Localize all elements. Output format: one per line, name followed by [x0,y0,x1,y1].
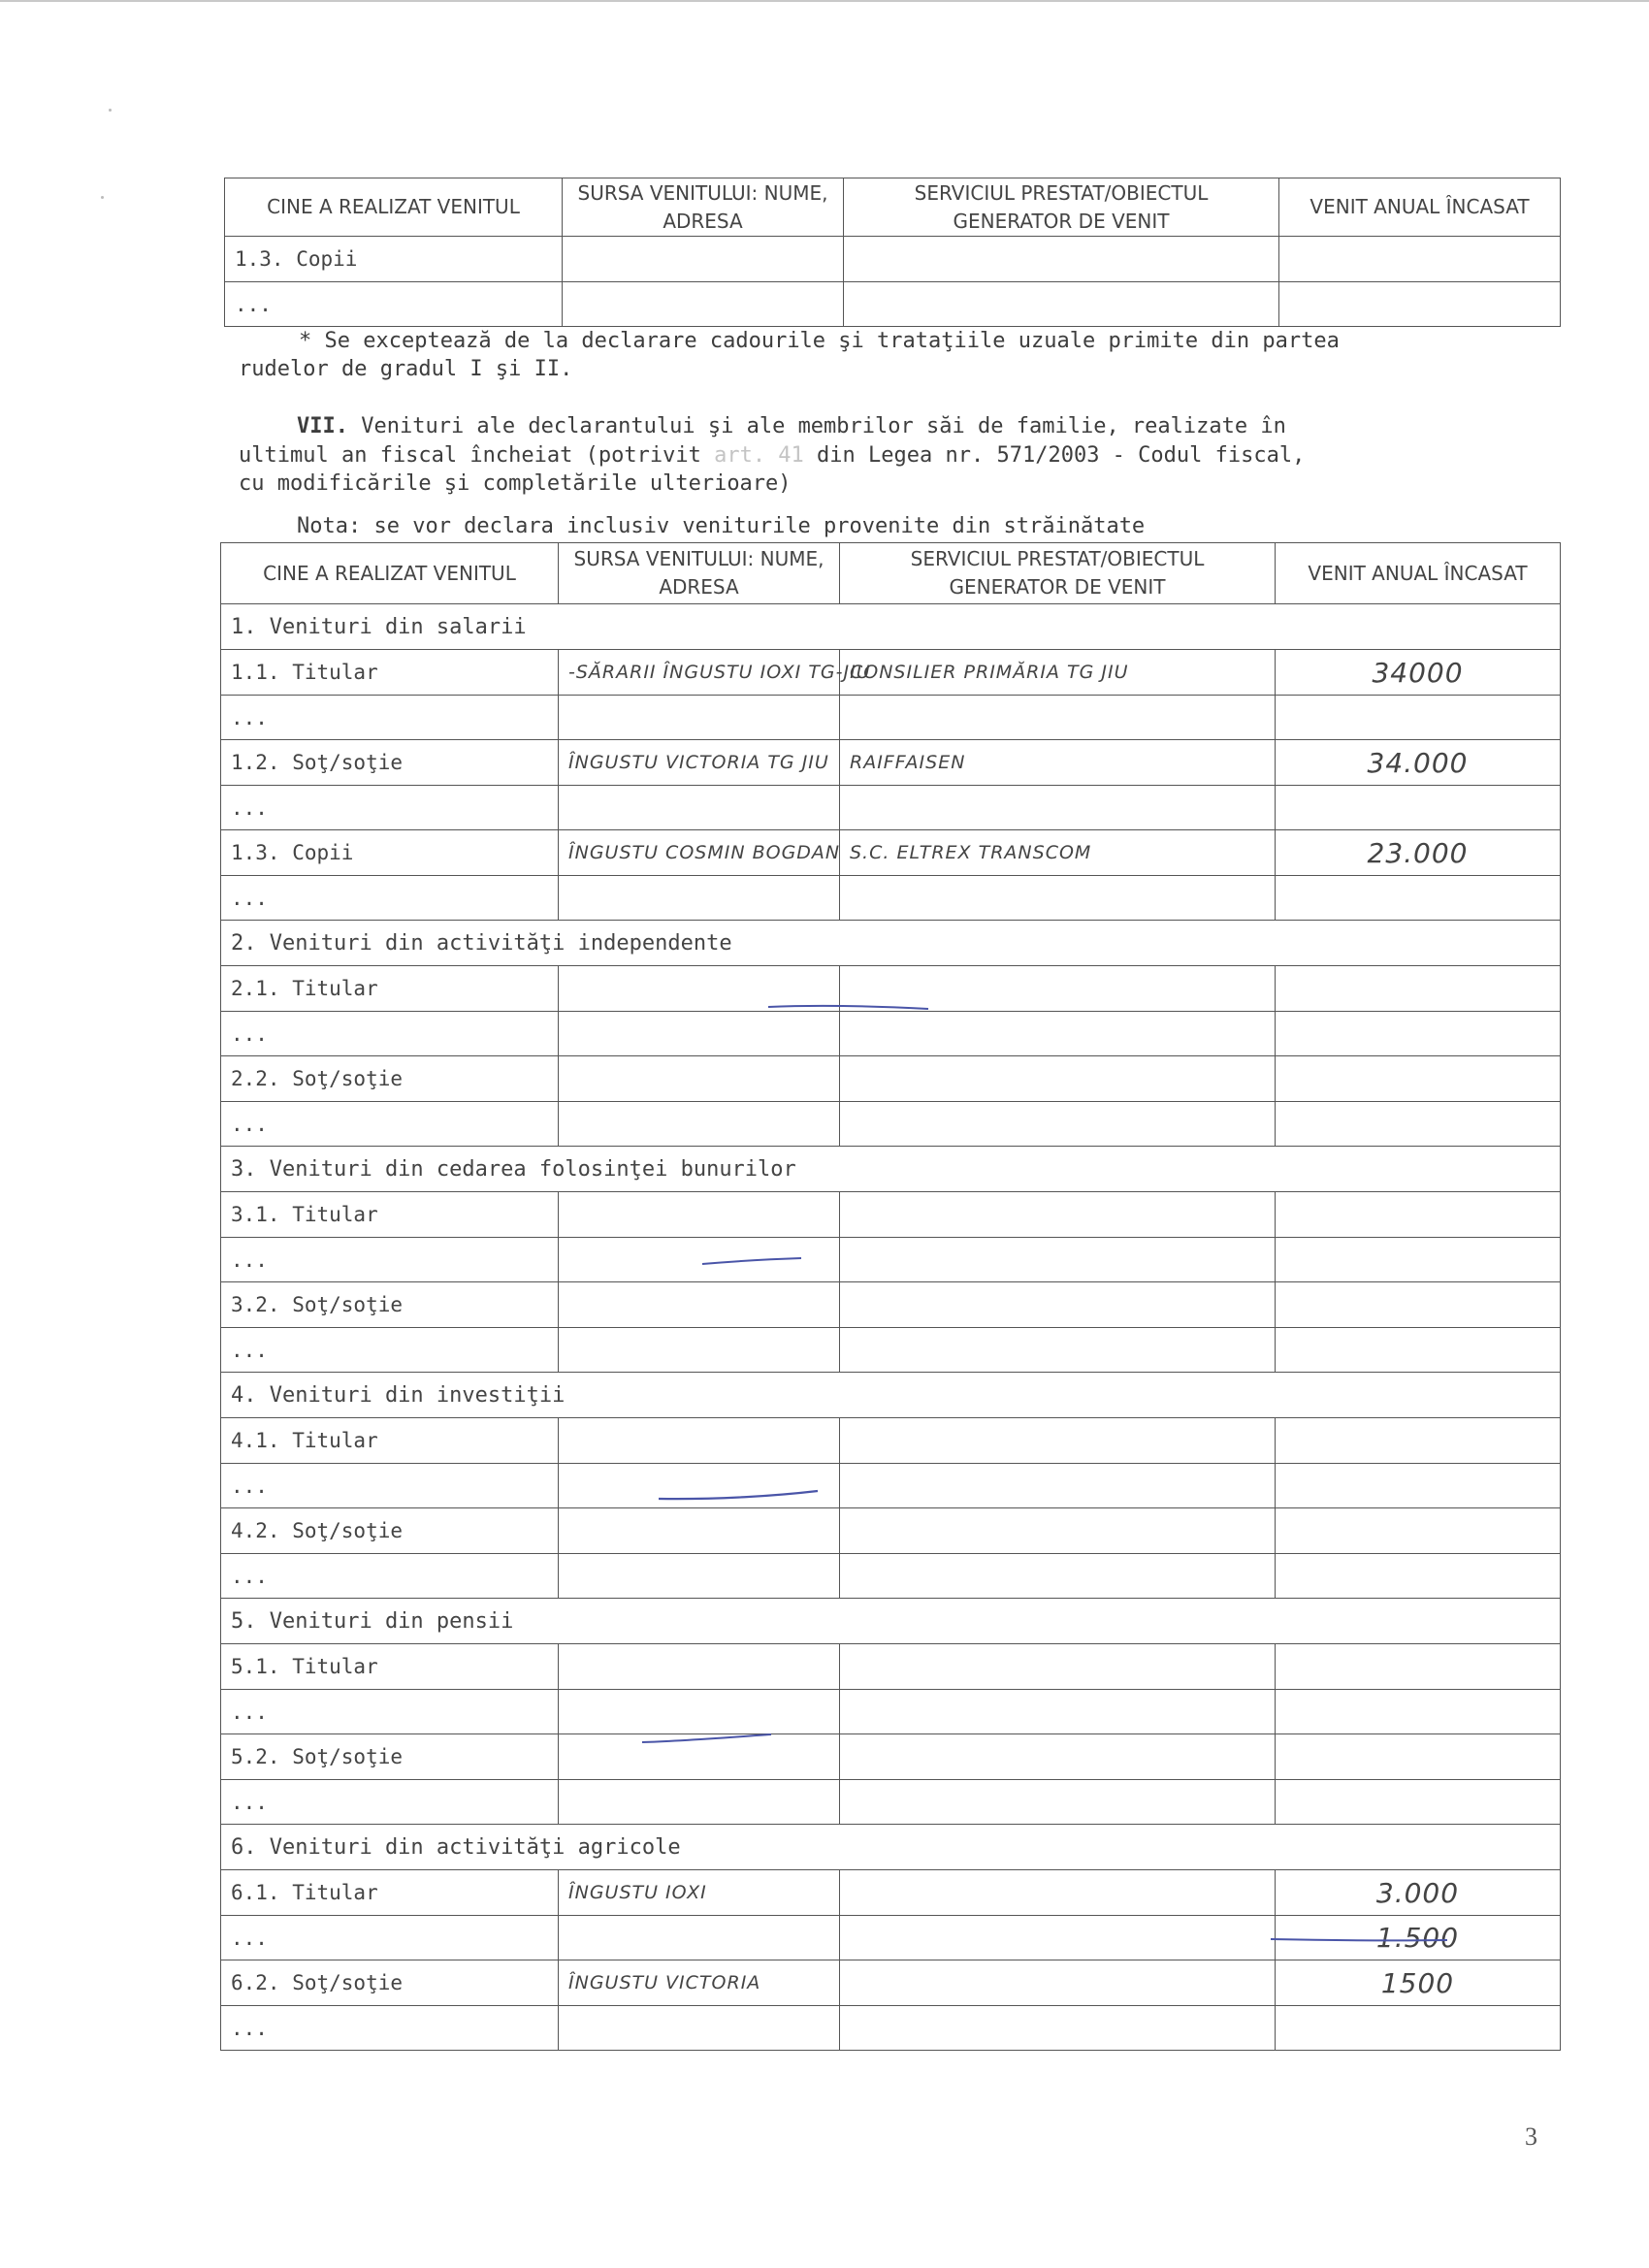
section-title-line-1: Venituri ale declarantului şi ale membrilor săi de familie, realizate în [347,414,1286,438]
row-label: ... [221,696,559,740]
amount-cell: 34000 [1276,650,1561,696]
row-label: 4.2. Soţ/soţie [221,1508,559,1554]
service-cell: CONSILIER PRIMĂRIA TG JIU [840,650,1276,696]
row-label: ... [221,1012,559,1056]
dash-stroke-section-3 [702,1258,801,1264]
footnote-line-1: * Se exceptează de la declarare cadourile şi trataţiile uzuale primite din partea [299,329,1340,353]
amount-cell: 23.000 [1276,830,1561,876]
row-label: 1.3. Copii [225,237,563,282]
section-title-line-3: cu modificările şi completările ulterioare) [239,471,792,496]
source-cell: ÎNGUSTU VICTORIA [559,1960,840,2006]
dash-stroke-section-5 [642,1734,771,1742]
section-title: 5. Venituri din pensii [221,1599,1561,1644]
amount-cell: 3.000 [1276,1870,1561,1916]
amount-cell: 1500 [1276,1960,1561,2006]
row-label: ... [221,2006,559,2051]
col-header-source: SURSA VENITULUI: NUME, ADRESA [563,178,844,237]
section-title-line-2: ultimul an fiscal încheiat (potrivit art. 41 din Legea nr. 571/2003 - Codul fiscal, [239,443,1306,468]
row-label: ... [221,1690,559,1734]
col-header-amount: VENIT ANUAL ÎNCASAT [1276,543,1561,604]
row-label: 1.1. Titular [221,650,559,696]
row-label: 5.2. Soţ/soţie [221,1734,559,1780]
source-cell: ÎNGUSTU COSMIN BOGDAN [559,830,840,876]
col-header-who: CINE A REALIZAT VENITUL [221,543,559,604]
service-cell: RAIFFAISEN [840,740,1276,786]
row-label: ... [221,1328,559,1373]
row-label: ... [221,876,559,921]
row-label: ... [221,1464,559,1508]
section-title: 2. Venituri din activităţi independente [221,921,1561,966]
row-label: 2.1. Titular [221,966,559,1012]
row-label: ... [225,282,563,327]
amount-cell: 34.000 [1276,740,1561,786]
amount-cell: 1.500 [1276,1916,1561,1960]
section-number: VII. [297,414,348,438]
row-label: 4.1. Titular [221,1418,559,1464]
row-label: 1.3. Copii [221,830,559,876]
source-cell: -SĂRARII ÎNGUSTU IOXI TG-JIU [559,650,840,696]
strikethrough-amount [1271,1939,1447,1940]
col-header-who: CINE A REALIZAT VENITUL [225,178,563,237]
section-title: 4. Venituri din investiţii [221,1373,1561,1418]
section-note: Nota: se vor declara inclusiv veniturile provenite din străinătate [297,514,1146,538]
row-label: ... [221,1102,559,1147]
page-number: 3 [1525,2122,1537,2151]
row-label: ... [221,1780,559,1825]
row-label: 5.1. Titular [221,1644,559,1690]
row-label: 2.2. Soţ/soţie [221,1056,559,1102]
col-header-service: SERVICIUL PRESTAT/OBIECTUL GENERATOR DE VENIT [844,178,1279,237]
col-header-service: SERVICIUL PRESTAT/OBIECTUL GENERATOR DE VENIT [840,543,1276,604]
row-label: ... [221,786,559,830]
row-label: ... [221,1916,559,1960]
col-header-amount: VENIT ANUAL ÎNCASAT [1279,178,1561,237]
dash-stroke-section-4 [659,1491,818,1499]
footnote-line-2: rudelor de gradul I şi II. [239,357,573,381]
source-cell: ÎNGUSTU IOXI [559,1870,840,1916]
source-cell: ÎNGUSTU VICTORIA TG JIU [559,740,840,786]
row-label: ... [221,1554,559,1599]
service-cell: S.C. ELTREX TRANSCOM [840,830,1276,876]
row-label: ... [221,1238,559,1282]
row-label: 3.1. Titular [221,1192,559,1238]
row-label: 1.2. Soţ/soţie [221,740,559,786]
section-title: 3. Venituri din cedarea folosinţei bunurilor [221,1147,1561,1192]
dash-stroke-section-2 [768,1006,928,1009]
row-label: 3.2. Soţ/soţie [221,1282,559,1328]
law-article-link[interactable]: art. 41 [714,443,804,468]
row-label: 6.1. Titular [221,1870,559,1916]
col-header-source: SURSA VENITULUI: NUME, ADRESA [559,543,840,604]
section-title: 1. Venituri din salarii [221,604,1561,650]
row-label: 6.2. Soţ/soţie [221,1960,559,2006]
section-title: 6. Venituri din activităţi agricole [221,1825,1561,1870]
